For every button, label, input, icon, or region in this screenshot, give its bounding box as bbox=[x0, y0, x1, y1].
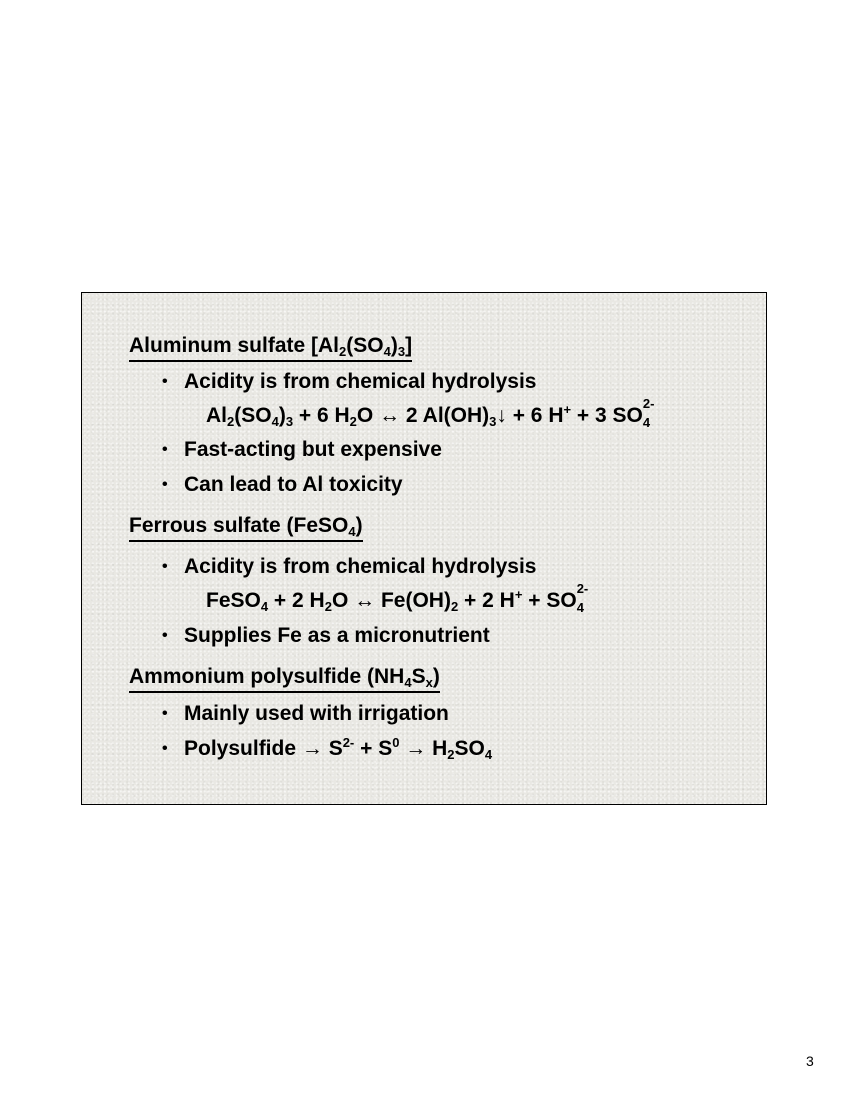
bullet-dot-icon: • bbox=[162, 558, 168, 575]
bullet-item: • Acidity is from chemical hydrolysis bbox=[162, 370, 537, 393]
bullet-dot-icon: • bbox=[162, 627, 168, 644]
equation-aluminum-hydrolysis: $Al_2(SO_4)_3 + 6$ $H_2O$ ↔ 2 $Al(OH)_3↓ + 6$ H+ + 3 SO 4 2- bbox=[206, 396, 655, 430]
page-number: 3 bbox=[806, 1053, 814, 1069]
bullet-item: • Acidity is from chemical hydrolysis bbox=[162, 555, 537, 578]
reversible-arrow-icon: ↔ bbox=[354, 589, 376, 612]
bullet-dot-icon: • bbox=[162, 705, 168, 722]
slide-panel bbox=[81, 292, 767, 805]
bullet-dot-icon: • bbox=[162, 373, 168, 390]
bullet-item: • Supplies Fe as a micronutrient bbox=[162, 624, 490, 647]
bullet-item: • Can lead to Al toxicity bbox=[162, 473, 403, 496]
bullet-dot-icon: • bbox=[162, 441, 168, 458]
heading-ammonium-polysulfide: Ammonium polysulfide $(NH_4S_x)$ bbox=[129, 665, 440, 693]
bullet-item-polysulfide: • Polysulfide → $S^{2-} + S^0 \to H_2SO_4$ bbox=[162, 735, 493, 762]
precipitate-arrow-icon: ↓ bbox=[496, 404, 507, 427]
equation-ferrous-hydrolysis: FeSO$_4$ + 2 $H_2O$ ↔ $Fe(OH)_2 + 2$ H+ + SO 4 2- bbox=[206, 581, 589, 615]
heading-aluminum-sulfate: Aluminum sulfate $[Al_2(SO_4)_3]$ bbox=[129, 334, 412, 362]
right-arrow-icon: → bbox=[405, 737, 427, 760]
reversible-arrow-icon: ↔ bbox=[379, 404, 401, 427]
right-arrow-icon: → bbox=[301, 737, 323, 760]
heading-ferrous-sulfate: Ferrous sulfate (FeSO$_4$) bbox=[129, 514, 363, 542]
bullet-item: • Mainly used with irrigation bbox=[162, 702, 449, 725]
bullet-item: • Fast-acting but expensive bbox=[162, 438, 442, 461]
bullet-dot-icon: • bbox=[162, 740, 168, 757]
bullet-dot-icon: • bbox=[162, 476, 168, 493]
